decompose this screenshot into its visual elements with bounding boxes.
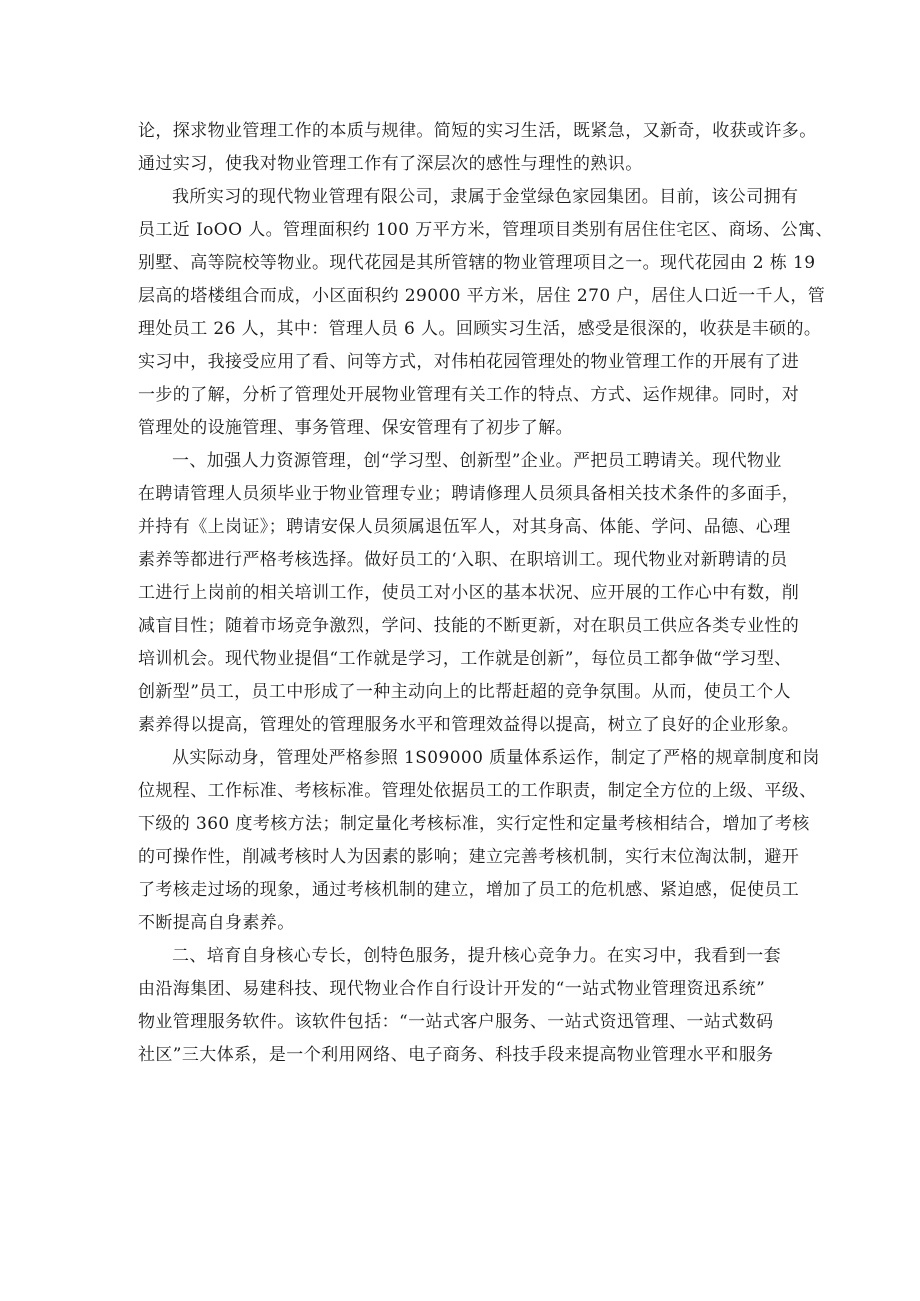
paragraph [138,445,800,742]
paragraph [138,742,820,940]
text-line: 理处员工 26 人，其中：管理人员 6 人。回顾实习生活，感受是很深的，收获是丰硕的。 [138,319,822,339]
text-line: 我所实习的现代物业管理有限公司，隶属于金堂绿色家园集团。目前，该公司拥有 [172,187,799,207]
document-body [138,115,833,1072]
text-line: 从实际动身，管理处严格参照 1S09000 质量体系运作，制定了严格的规章制度和岗 [172,748,820,768]
text-line: 素养等都进行严格考核选择。做好员工的‘入职、在职培训工。现代物业对新聘请的员 [138,550,788,570]
paragraph [138,115,817,181]
text-line: 素养得以提高，管理处的管理服务水平和管理效益得以提高，树立了良好的企业形象。 [138,715,800,735]
paragraph [138,181,833,445]
text-line: 论，探求物业管理工作的本质与规律。简短的实习生活，既紧急，又新奇，收获或许多。 [138,121,817,141]
text-line: 培训机会。现代物业提倡“工作就是学习，工作就是创新”，每位员工都争做“学习型、 [138,649,792,669]
text-line: 别墅、高等院校等物业。现代花园是其所管辖的物业管理项目之一。现代花园由 2 栋 19 [138,253,816,273]
paragraph [138,940,788,1072]
text-line: 在聘请管理人员须毕业于物业管理专业；聘请修理人员须具备相关技术条件的多面手， [138,484,800,504]
text-line: 二、培育自身核心专长，创特色服务，提升核心竞争力。在实习中，我看到一套 [172,946,781,966]
text-line: 工进行上岗前的相关培训工作，使员工对小区的基本状况、应开展的工作心中有数，削 [138,583,800,603]
text-line: 由沿海集团、易建科技、现代物业合作自行设计开发的“一站式物业管理资迅系统” [138,979,766,999]
text-line: 下级的 360 度考核方法；制定量化考核标准，实行定性和定量考核相结合，增加了考核 [138,814,810,834]
text-line: 减盲目性；随着市场竞争激烈，学问、技能的不断更新，对在职员工供应各类专业性的 [138,616,800,636]
text-line: 物业管理服务软件。该软件包括：“一站式客户服务、一站式资迅管理、一站式数码 [138,1012,774,1032]
text-line: 不断提高自身素养。 [138,913,295,933]
text-line: 层高的塔楼组合而成，小区面积约 29000 平方米，居住 270 户，居住人口近一千人，管 [138,286,826,306]
text-line: 位规程、工作标准、考核标准。管理处依据员工的工作职责，制定全方位的上级、平级、 [138,781,817,801]
text-line: 员工近 IoOO 人。管理面积约 100 万平方米，管理项目类别有居住住宅区、商场、公寓、 [138,220,833,240]
text-line: 创新型”员工，员工中形成了一种主动向上的比帮赶超的竞争氛围。从而，使员工个人 [138,682,791,702]
text-line: 通过实习，使我对物业管理工作有了深层次的感性与理性的熟识。 [138,154,643,174]
text-line: 一步的了解，分析了管理处开展物业管理有关工作的特点、方式、运作规律。同时，对 [138,385,800,405]
text-line: 管理处的设施管理、事务管理、保安管理有了初步了解。 [138,418,573,438]
text-line: 并持有《上岗证》；聘请安保人员须属退伍军人，对其身高、体能、学问、品德、心理 [138,517,791,537]
text-line: 的可操作性，削减考核时人为因素的影响；建立完善考核机制，实行末位淘汰制，避开 [138,847,800,867]
text-line: 了考核走过场的现象，通过考核机制的建立，增加了员工的危机感、紧迫感，促使员工 [138,880,800,900]
text-line: 一、加强人力资源管理，创“学习型、创新型”企业。严把员工聘请关。现代物业 [172,451,782,471]
text-line: 实习中，我接受应用了看、问等方式，对伟柏花园管理处的物业管理工作的开展有了进 [138,352,800,372]
text-line: 社区”三大体系，是一个利用网络、电子商务、科技手段来提高物业管理水平和服务 [138,1045,774,1065]
